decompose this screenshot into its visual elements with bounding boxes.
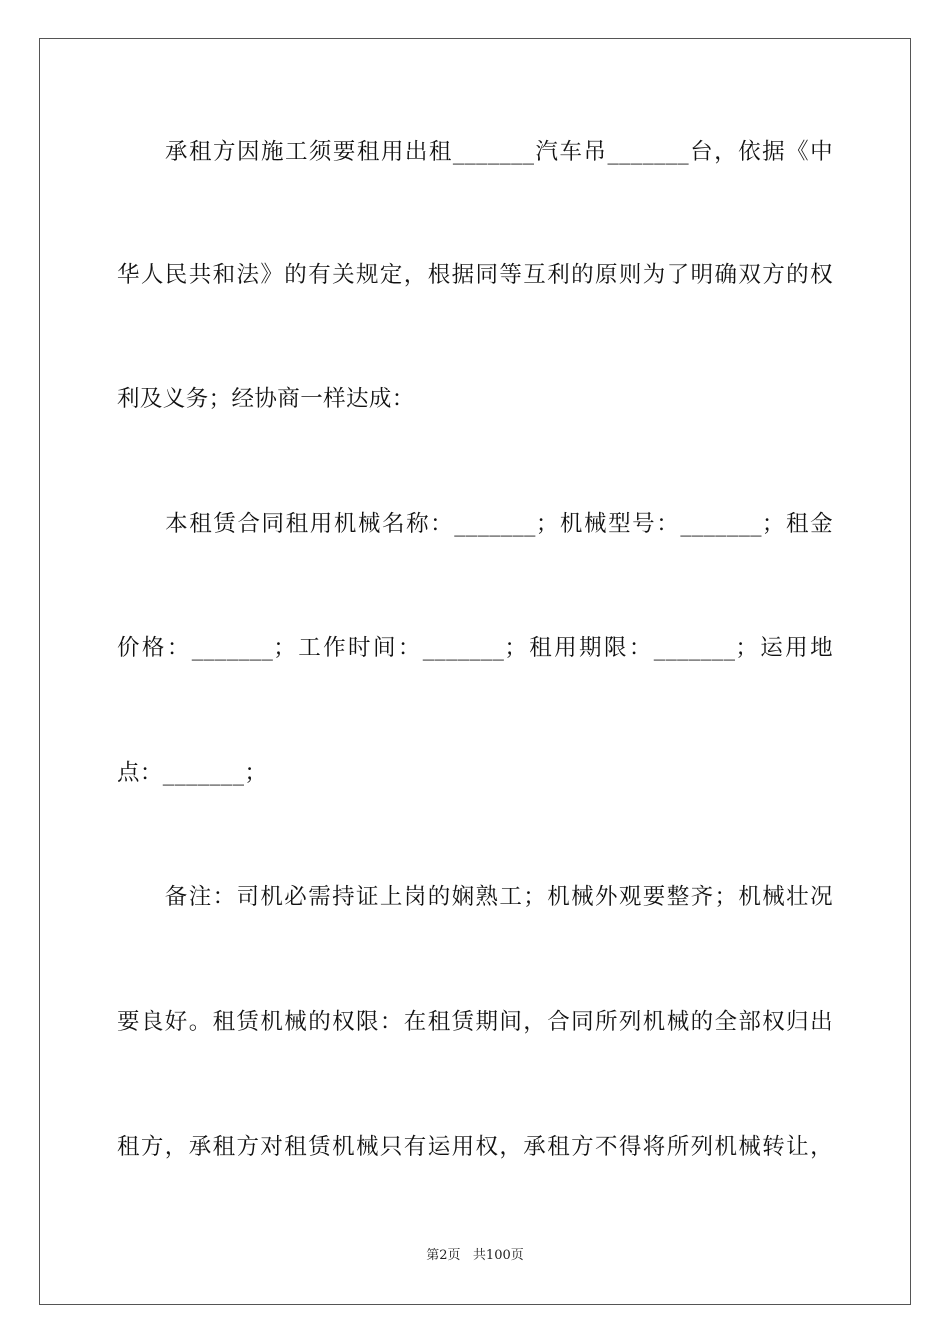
text-line: 华人民共和法》的有关规定，根据同等互利的原则为了明确双方的权 <box>117 262 833 288</box>
text-line: 承租方因施工须要租用出租_______汽车吊_______台，依据《中 <box>117 139 833 165</box>
text-line: 要良好。租赁机械的权限：在租赁期间，合同所列机械的全部权归出 <box>117 1009 833 1035</box>
page-frame <box>39 38 911 1305</box>
text-line: 价格：_______；工作时间：_______；租用期限：_______；运用地 <box>117 635 833 661</box>
text-line: 利及义务；经协商一样达成： <box>117 386 415 412</box>
page-footer <box>0 1248 950 1264</box>
page-total: 共100页 <box>472 1248 524 1263</box>
page-number: 第2页 <box>426 1248 461 1263</box>
text-line: 租方，承租方对租赁机械只有运用权，承租方不得将所列机械转让， <box>117 1134 833 1160</box>
text-line: 点：_______； <box>117 760 268 786</box>
text-line: 本租赁合同租用机械名称：_______；机械型号：_______；租金 <box>117 511 833 537</box>
text-line: 备注：司机必需持证上岗的娴熟工；机械外观要整齐；机械壮况 <box>117 884 833 910</box>
